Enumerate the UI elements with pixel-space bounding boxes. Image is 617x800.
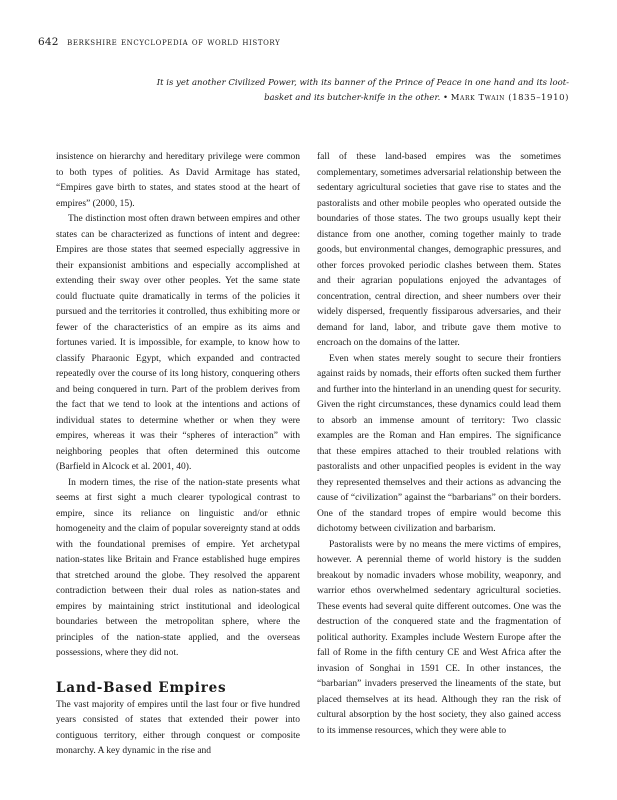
paragraph: In modern times, the rise of the nation-state presents what seems at first sight a much clearer typological contrast to empire, since its reliance on linguistic and/or ethnic homogeneity and the claim of popular sovereignty stand at odds with the foundational premises of empire. Yet archetypal nation-states like Britain and France established huge empires that stretched around the globe. They resolved the apparent contradiction between their dual roles as nation-states and empires by maintaining strict institutional and ideological boundaries between the metropolitan sphere, where the principles of the nation-state applied, and the overseas possessions, where they did not. xyxy=(56,477,300,658)
epigraph-separator: • xyxy=(443,93,449,103)
journal-title: berkshire encyclopedia of world history xyxy=(67,37,281,48)
epigraph xyxy=(129,76,569,106)
paragraph: Pastoralists were by no means the mere victims of empires, however. A perennial theme of world history is the sudden breakout by nomadic invaders whose mobility, weaponry, and warrior ethos overwhelmed sedentary agricultural societies. These events had several quite different outcomes. One was the destruction of the conquered state and the fragmentation of political authority. Examples include Western Europe after the fall of Rome in the fifth century CE and West Africa after the invasion of Songhai in 1591 CE. In other instances, the “barbarian” invaders preserved the lineaments of the state, but placed themselves at its head. Although they ran the risk of cultural absorption by the host society, they also gained access to its immense resources, which they were able to xyxy=(317,539,561,736)
paragraph: Even when states merely sought to secure their frontiers against raids by nomads, their efforts often sucked them further and further into the hinterland in an unending quest for security. Given the right circumstances, these dynamics could lead them to absorb an immense amount of territory: Two classic examples are the Roman and Han empires. The significance that these empires attached to their troubled relations with pastoralists and other unpacified peoples is evident in the way they represented themselves and their actions as advancing the cause of “civilization” against the “barbarians” on their borders. One of the standard tropes of empire would become this dichotomy between civilization and barbarism. xyxy=(317,353,561,534)
epigraph-author: Mark Twain (1835–1910) xyxy=(450,93,569,103)
left-column xyxy=(56,150,300,760)
paragraph: fall of these land-based empires was the sometimes complementary, sometimes adversarial relationship between the sedentary agricultural societies that gave rise to states and the pastoralists and other mobile peoples who operated outside the boundaries of those states. The two groups usually kept their distance from one another, coming together mainly to trade goods, but environmental changes, demographic pressures, and other forces provoked periodic clashes between them. States and their agrarian populations enjoyed the advantages of concentration, central direction, and sheer numbers over their widely dispersed, frequently fissiparous adversaries, and their demand for land, labor, and tribute gave them motive to encroach on the domains of the latter. xyxy=(317,152,561,348)
paragraph: insistence on hierarchy and hereditary privilege were common to both types of polities. As David Armitage has stated, “Empires gave birth to states, and states stood at the heart of empires” (2000, 15). xyxy=(56,152,300,209)
epigraph-quote: It is yet another Civilized Power, with its banner of the Prince of Peace in one hand and its loot-basket and its butcher-knife in the other. xyxy=(156,78,569,103)
paragraph: The distinction most often drawn between empires and other states can be characterized as functions of intent and degree: Empires are those states that seemed especially aggressive in their expansionist ambitions and especially accomplished at extending their sway over other peoples. Yet the same state could fluctuate quite dramatically in terms of the policies it pursued and the territories it controlled, thus exhibiting more or fewer of the characteristics of an empire as its aims and fortunes varied. It is impossible, for example, to know how to classify Pharaonic Egypt, which expanded and contracted repeatedly over the course of its long history, conquering others and being conquered in turn. Part of the problem derives from the fact that we tend to look at the intentions and actions of individual states to determine whether or when they were empires, whereas it was their “spheres of interaction” with neighboring peoples that often determined this outcome (Barfield in Alcock et al. 2001, 40). xyxy=(56,214,300,472)
paragraph: The vast majority of empires until the last four or five hundred years consisted of states that extended their power into contiguous territory, either through conquest or composite monarchy. A key dynamic in the rise and xyxy=(56,699,300,756)
right-column xyxy=(317,150,561,739)
running-head xyxy=(38,36,280,48)
section-heading: Land-Based Empires xyxy=(56,679,227,696)
page-number: 642 xyxy=(38,36,59,48)
